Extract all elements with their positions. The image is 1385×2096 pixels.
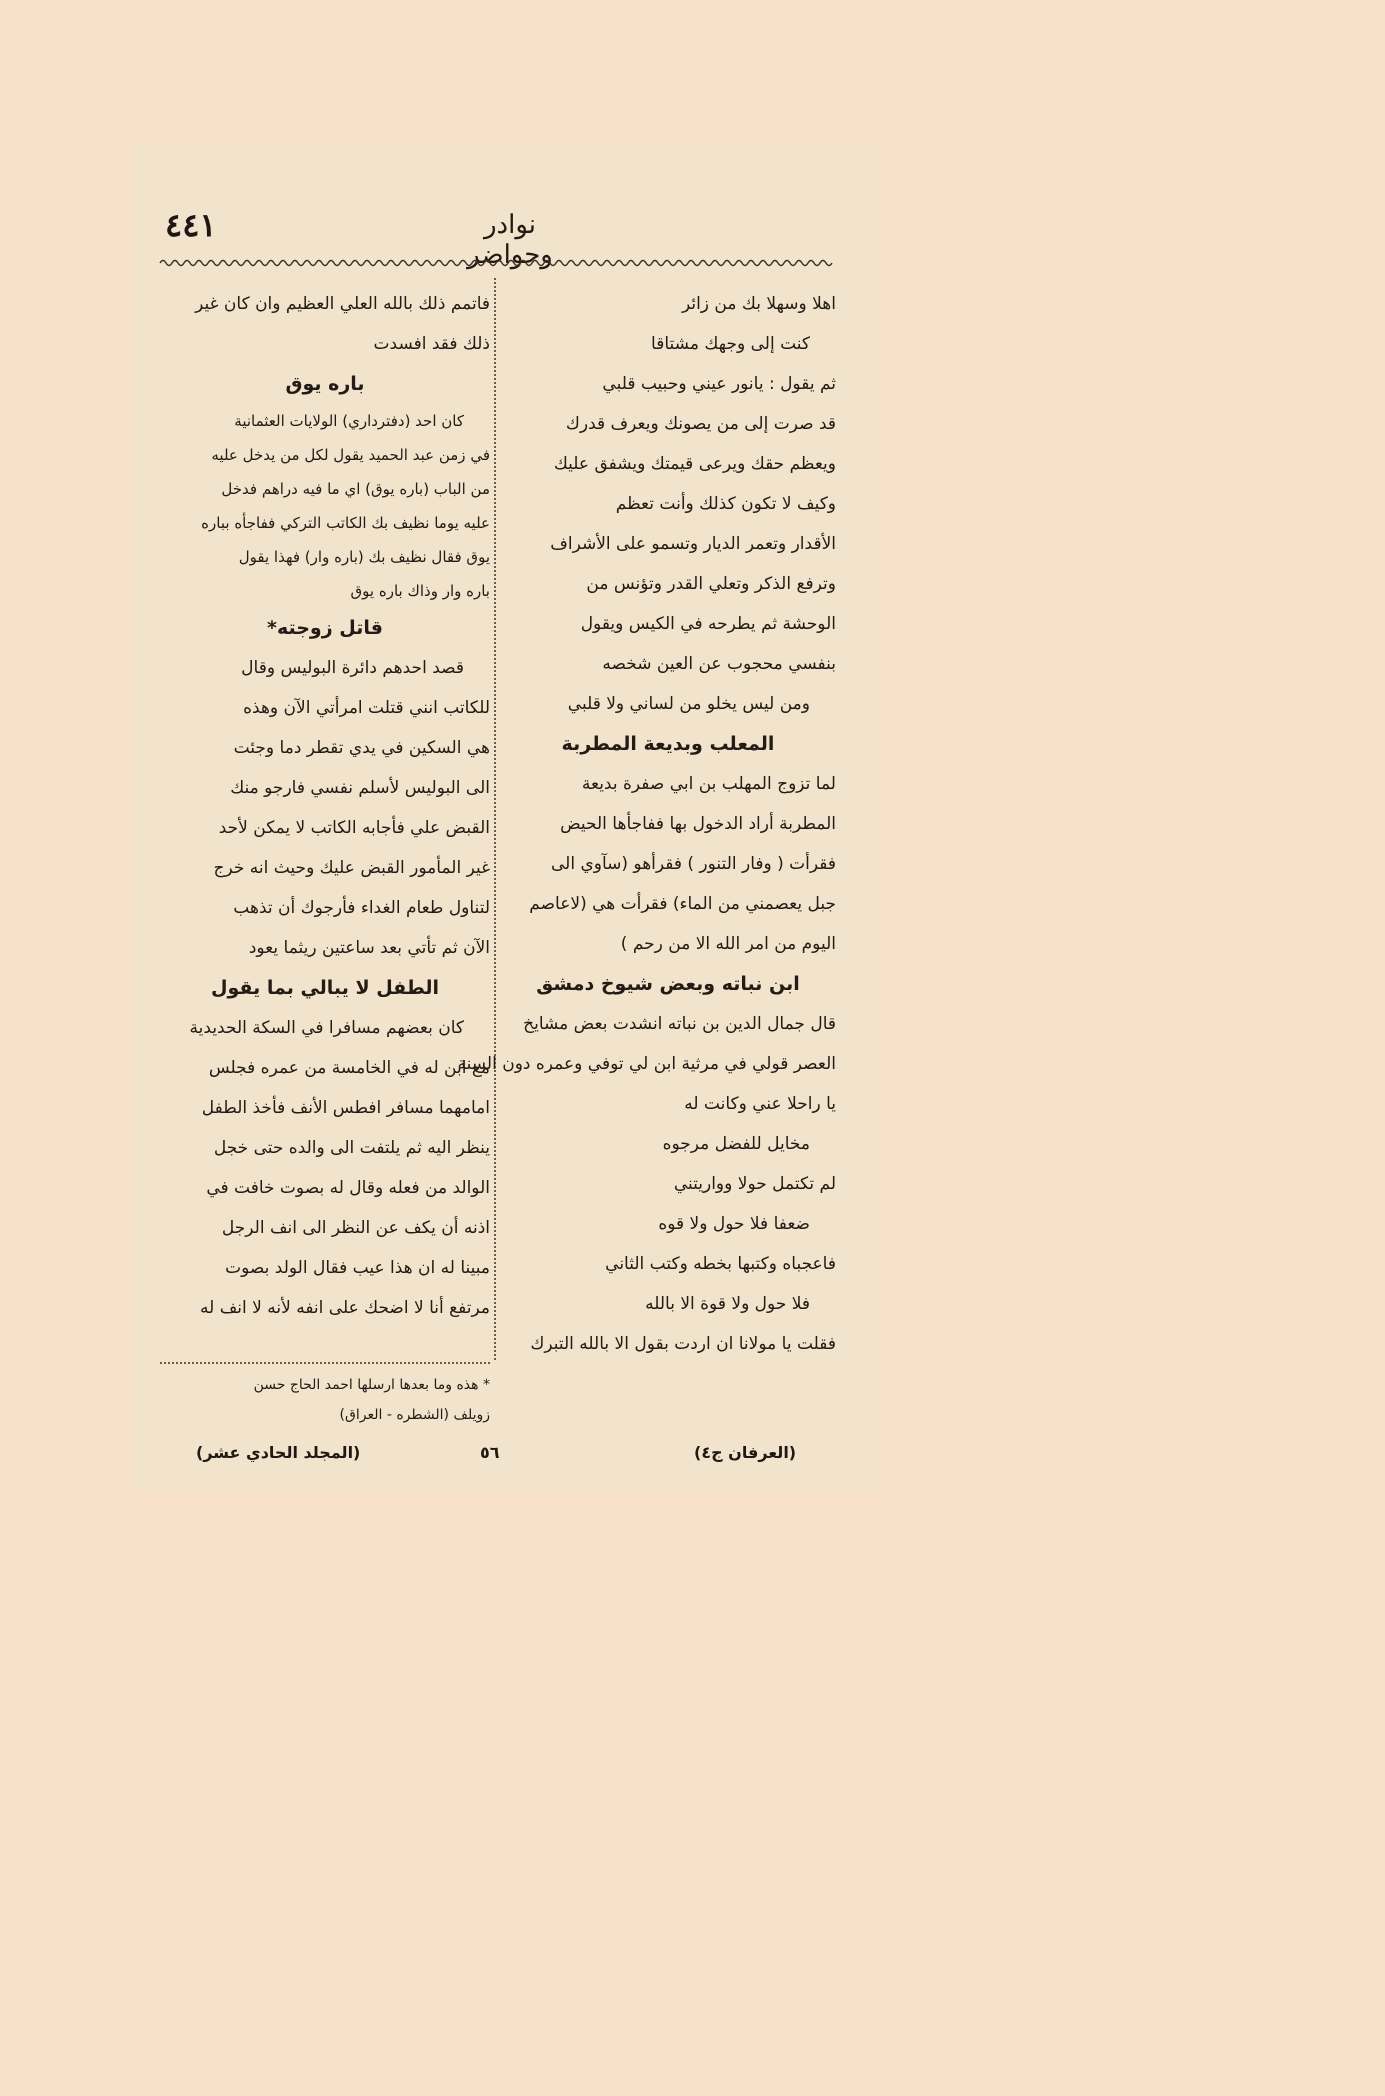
footer-volume: (المجلد الحادي عشر): [196, 1443, 361, 1462]
text-line: هي السكين في يدي تقطر دما وجئت: [233, 738, 490, 758]
text-line: فقرأت ( وفار التنور ) فقرأهو (سآوي الى: [550, 854, 836, 874]
text-line: فقلت يا مولانا ان اردت بقول الا بالله التبرك: [530, 1334, 836, 1354]
page-title: نوادر وحواضر: [467, 210, 553, 270]
footnote: [160, 1370, 490, 1430]
text-line: الوحشة ثم يطرحه في الكيس ويقول: [580, 614, 836, 634]
text-line: الآن ثم تأتي بعد ساعتين ريثما يعود: [248, 938, 490, 958]
text-line: مع ابن له في الخامسة من عمره فجلس: [208, 1058, 490, 1078]
text-line: العصر قولي في مرثية ابن لي توفي وعمره دون السنة: [457, 1054, 836, 1074]
section-heading: المعلب وبديعة المطربة: [561, 733, 775, 755]
text-line: امامهما مسافر افطس الأنف فأخذ الطفل: [201, 1098, 490, 1118]
text-line: للكاتب انني قتلت امرأتي الآن وهذه: [243, 698, 490, 718]
text-line: غير المأمور القبض عليك وحيث انه خرج: [213, 858, 490, 878]
text-line: ضعفا فلا حول ولا قوه: [658, 1214, 810, 1234]
text-line: مبينا له ان هذا عيب فقال الولد بصوت: [225, 1258, 490, 1278]
left-column: [160, 284, 490, 1328]
text-line: اهلا وسهلا بك من زائر: [681, 294, 836, 314]
text-line: ويعظم حقك ويرعى قيمتك ويشفق عليك: [553, 454, 836, 474]
text-line: كان احد (دفترداري) الولايات العثمانية: [234, 412, 464, 430]
text-line: قد صرت إلى من يصونك ويعرف قدرك: [565, 414, 836, 434]
section-heading: قاتل زوجته*: [267, 617, 383, 639]
text-line: ينظر اليه ثم يلتفت الى والده حتى خجل: [213, 1138, 490, 1158]
text-line: الى البوليس لأسلم نفسي فارجو منك: [230, 778, 490, 798]
text-line: قصد احدهم دائرة البوليس وقال: [241, 658, 464, 678]
text-line: ومن ليس يخلو من لساني ولا قلبي: [567, 694, 810, 714]
text-line: لم تكتمل حولا وواريتني: [673, 1174, 836, 1194]
footnote-line: زويلف (الشطره - العراق): [339, 1407, 490, 1423]
text-line: القبض علي فأجابه الكاتب لا يمكن لأحد: [218, 818, 490, 838]
text-line: اذنه أن يكف عن النظر الى انف الرجل: [221, 1218, 490, 1238]
section-heading: باره يوق: [285, 373, 365, 395]
section-heading: ابن نباته وبعض شيوخ دمشق: [536, 973, 800, 995]
text-line: مرتفع أنا لا اضحك على انفه لأنه لا انف له: [200, 1298, 490, 1318]
footer-issue: (العرفان ج٤): [694, 1443, 797, 1462]
text-line: فلا حول ولا قوة الا بالله: [645, 1294, 810, 1314]
text-line: عليه يوما نظيف بك الكاتب التركي ففاجأه بباره: [201, 514, 490, 532]
header-wavy-rule: [160, 256, 830, 270]
text-line: مخايل للفضل مرجوه: [662, 1134, 810, 1154]
footnote-line: * هذه وما بعدها ارسلها احمد الحاج حسن: [253, 1377, 490, 1393]
page-number: ٤٤١: [165, 206, 217, 244]
text-line: لما تزوج المهلب بن ابي صفرة بديعة: [581, 774, 836, 794]
text-line: فاتمم ذلك بالله العلي العظيم وان كان غير: [195, 294, 490, 314]
text-line: كان بعضهم مسافرا في السكة الحديدية: [189, 1018, 464, 1038]
text-line: جبل يعصمني من الماء) فقرأت هي (لاعاصم: [529, 894, 836, 914]
text-line: يا راحلا عني وكانت له: [684, 1094, 836, 1114]
text-line: الأقدار وتعمر الديار وتسمو على الأشراف: [550, 534, 836, 554]
text-line: وترفع الذكر وتعلي القدر وتؤنس من: [586, 574, 836, 594]
text-line: باره وار وذاك باره يوق: [350, 582, 490, 600]
text-line: الوالد من فعله وقال له بصوت خافت في: [206, 1178, 490, 1198]
text-line: من الباب (باره يوق) اي ما فيه دراهم فدخل: [221, 480, 490, 498]
text-line: كنت إلى وجهك مشتاقا: [651, 334, 810, 354]
text-line: قال جمال الدين بن نباته انشدت بعض مشايخ: [523, 1014, 836, 1034]
column-divider: [494, 278, 496, 1360]
text-line: بنفسي محجوب عن العين شخصه: [602, 654, 836, 674]
text-line: المطربة أراد الدخول بها ففاجأها الحيض: [560, 814, 836, 834]
footer-page-number: ٥٦: [480, 1443, 500, 1462]
text-line: فاعجباه وكتبها بخطه وكتب الثاني: [605, 1254, 836, 1274]
right-column: [457, 284, 836, 1364]
footnote-divider: [160, 1362, 490, 1364]
section-heading: الطفل لا يبالي بما يقول: [211, 977, 439, 999]
text-line: لتناول طعام الغداء فأرجوك أن تذهب: [233, 898, 490, 918]
text-line: ثم يقول : يانور عيني وحبيب قلبي: [602, 374, 836, 394]
text-line: وكيف لا تكون كذلك وأنت تعظم: [615, 494, 836, 514]
text-line: ذلك فقد افسدت: [373, 334, 490, 354]
text-line: في زمن عبد الحميد يقول لكل من يدخل عليه: [211, 446, 490, 464]
text-line: اليوم من امر الله الا من رحم ): [620, 934, 836, 954]
text-line: يوق فقال نظيف بك (باره وار) فهذا يقول: [238, 548, 490, 566]
